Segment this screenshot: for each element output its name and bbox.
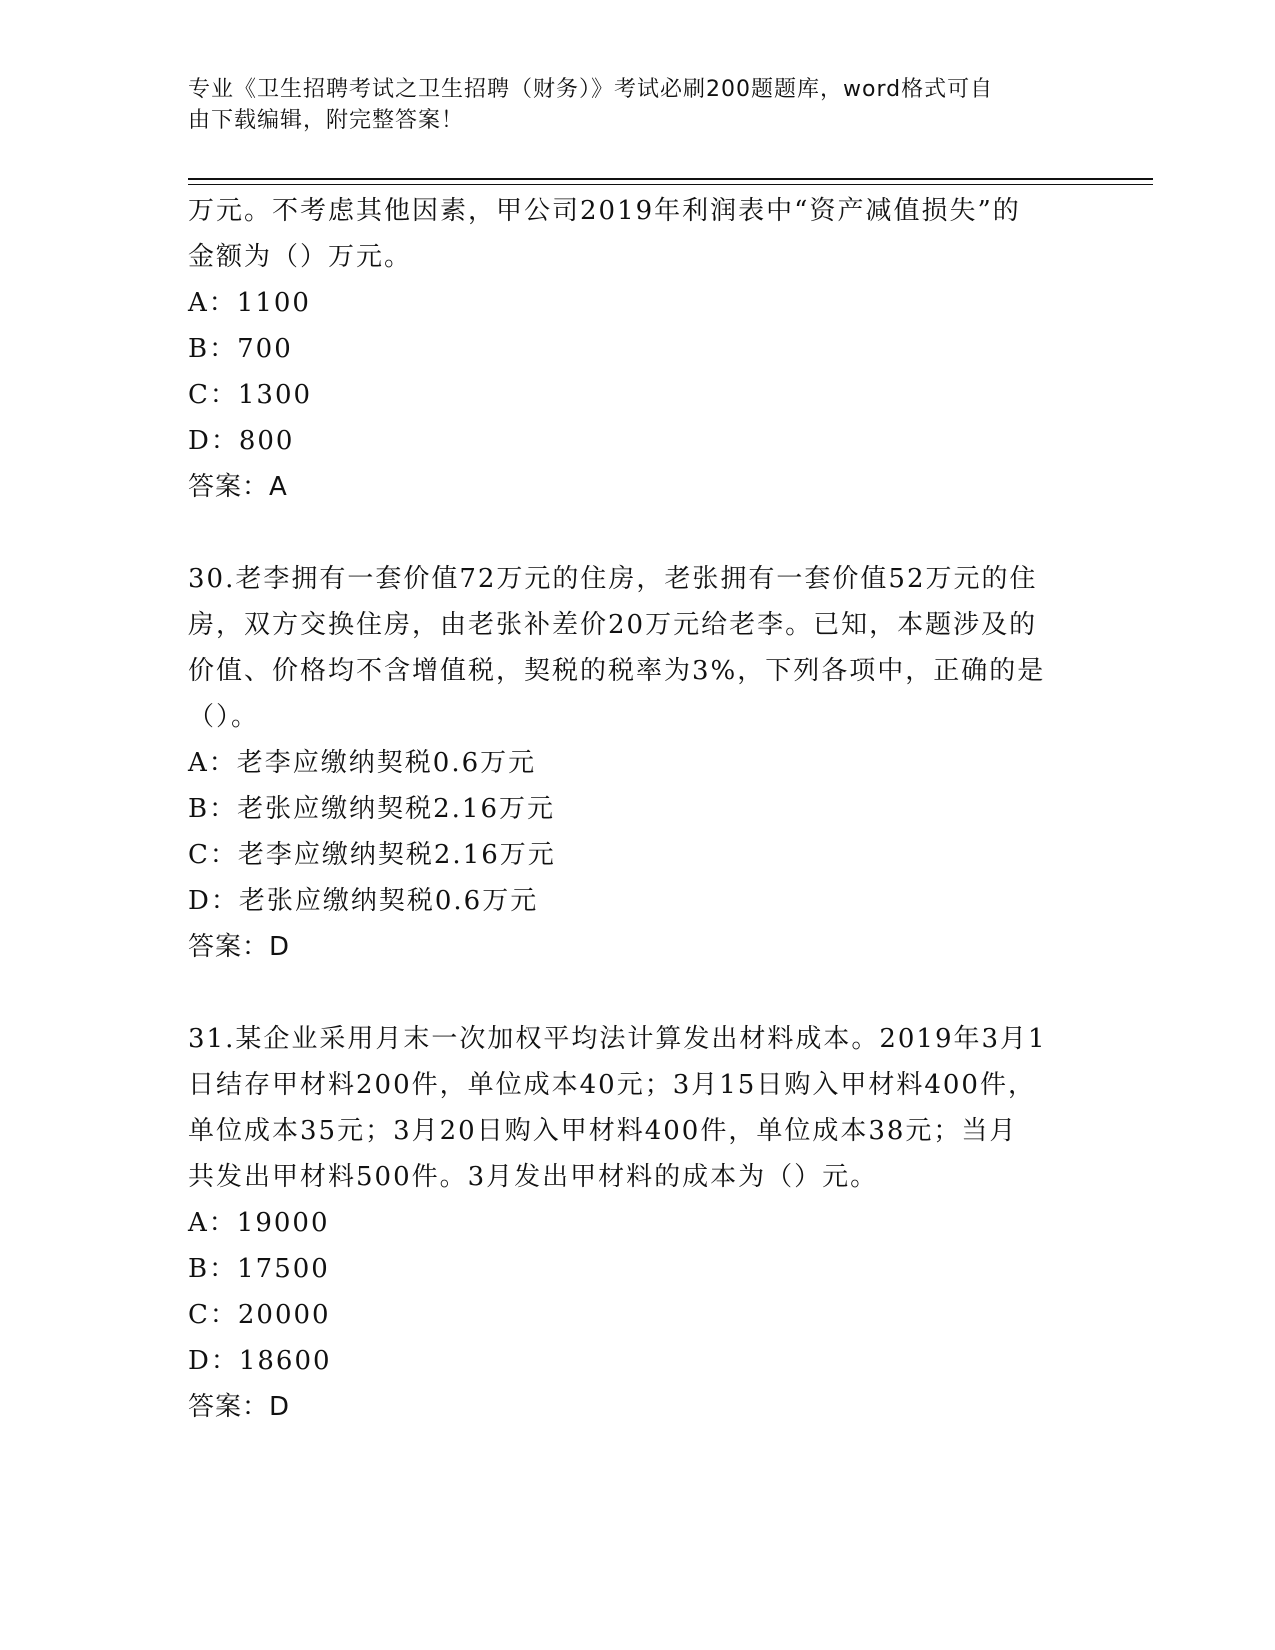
document-body: [188, 188, 1088, 1430]
question-text-line: 日结存甲材料200件，单位成本40元；3月15日购入甲材料400件，: [188, 1070, 1036, 1100]
header-line-2: 由下载编辑，附完整答案！: [188, 108, 465, 133]
answer-label: 答案：A: [188, 472, 288, 502]
question-text-line: 30.老李拥有一套价值72万元的住房，老张拥有一套价值52万元的住: [188, 564, 1038, 594]
question-text-line: 万元。不考虑其他因素，甲公司2019年利润表中“资产减值损失”的: [188, 196, 1021, 226]
header-divider-thick: [188, 178, 1153, 180]
header-divider-thin: [188, 184, 1153, 185]
question-text-line: 价值、价格均不含增值税，契税的税率为3%，下列各项中，正确的是: [188, 656, 1046, 686]
question-text-line: （）。: [188, 702, 260, 732]
question-text-line: 金额为（）万元。: [188, 242, 413, 272]
option-c: C：老李应缴纳契税2.16万元: [188, 840, 556, 870]
question-text-line: 房，双方交换住房，由老张补差价20万元给老李。已知，本题涉及的: [188, 610, 1038, 640]
option-c: C：20000: [188, 1300, 331, 1330]
option-d: D：800: [188, 426, 295, 456]
option-c: C：1300: [188, 380, 313, 410]
option-d: D：18600: [188, 1346, 332, 1376]
option-b: B：老张应缴纳契税2.16万元: [188, 794, 555, 824]
option-d: D：老张应缴纳契税0.6万元: [188, 886, 539, 916]
spacer: [188, 510, 1088, 556]
question-31: [188, 1016, 1088, 1430]
question-text-line: 共发出甲材料500件。3月发出甲材料的成本为（）元。: [188, 1162, 879, 1192]
question-30: [188, 556, 1088, 970]
option-b: B：17500: [188, 1254, 330, 1284]
spacer: [188, 970, 1088, 1016]
question-29-continuation: [188, 188, 1088, 510]
option-a: A：1100: [188, 288, 311, 318]
option-a: A：老李应缴纳契税0.6万元: [188, 748, 537, 778]
option-a: A：19000: [188, 1208, 330, 1238]
question-text-line: 单位成本35元；3月20日购入甲材料400件，单位成本38元；当月: [188, 1116, 1018, 1146]
document-header: [188, 74, 1068, 136]
option-b: B：700: [188, 334, 293, 364]
question-text-line: 31.某企业采用月末一次加权平均法计算发出材料成本。2019年3月1: [188, 1024, 1047, 1054]
answer-label: 答案：D: [188, 932, 291, 962]
header-line-1: 专业《卫生招聘考试之卫生招聘（财务）》考试必刷200题题库，word格式可自: [188, 77, 994, 102]
answer-label: 答案：D: [188, 1392, 291, 1422]
